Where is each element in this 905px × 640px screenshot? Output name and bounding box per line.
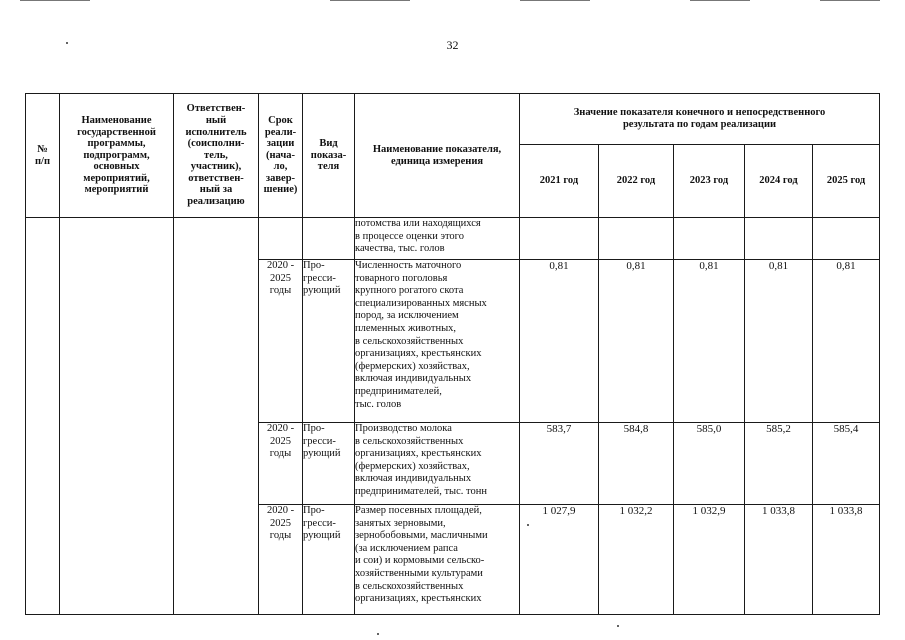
cell-type: Про- гресси- рующий xyxy=(303,505,355,615)
cell-indicator-name: потомства или находящихся в процессе оценки этого качества, тыс. голов xyxy=(355,218,520,260)
header-program: Наименование государственной программы, подпрограмм, основных мероприятий, мероприятий xyxy=(60,94,174,218)
cell-value: 0,81 xyxy=(520,260,599,423)
cell-value xyxy=(745,218,813,260)
header-year: 2025 год xyxy=(813,145,880,218)
cell-period xyxy=(259,218,303,260)
cell-period: 2020 - 2025 годы xyxy=(259,505,303,615)
header-executor: Ответствен- ный исполнитель (соисполни- тель, участник), ответствен- ный за реализацию xyxy=(174,94,259,218)
cell-indicator-name: Производство молока в сельскохозяйственных организациях, крестьянских (фермерских) хозяйствах, включая индивидуальных предпринимателей, тыс. тонн xyxy=(355,423,520,505)
cell-number xyxy=(26,218,60,615)
cell-value: 0,81 xyxy=(745,260,813,423)
cell-value: 1 027,9 xyxy=(520,505,599,615)
scan-speck xyxy=(377,633,379,635)
table-header xyxy=(26,94,880,218)
header-number: № п/п xyxy=(26,94,60,218)
header-indicator-type: Вид показа- теля xyxy=(303,94,355,218)
cell-indicator-name: Численность маточного товарного поголовья крупного рогатого скота специализированных мясных пород, за исключением племенных животных, в сельскохозяйственных организациях, крестьянских (фермерских) хозяйствах, включая индивидуальных предпринимателей, тыс. голов xyxy=(355,260,520,423)
cell-value: 1 033,8 xyxy=(745,505,813,615)
cell-executor xyxy=(174,218,259,615)
cell-value: 584,8 xyxy=(599,423,674,505)
cell-value: 0,81 xyxy=(599,260,674,423)
cell-value: 0,81 xyxy=(674,260,745,423)
cell-period: 2020 - 2025 годы xyxy=(259,260,303,423)
cell-value xyxy=(813,218,880,260)
cell-type: Про- гресси- рующий xyxy=(303,260,355,423)
cell-value xyxy=(674,218,745,260)
header-year: 2023 год xyxy=(674,145,745,218)
cell-value xyxy=(520,218,599,260)
cell-value xyxy=(599,218,674,260)
cell-value: 585,4 xyxy=(813,423,880,505)
cell-indicator-name: Размер посевных площадей, занятых зерновыми, зернобобовыми, масличными (за исключением рапса и сои) и кормовыми сельско- хозяйственными культурами в сельскохозяйственных организациях, крестьянских xyxy=(355,505,520,615)
table-body xyxy=(26,218,880,615)
header-year: 2024 год xyxy=(745,145,813,218)
scan-speck xyxy=(617,625,619,627)
cell-value: 1 032,2 xyxy=(599,505,674,615)
cell-value: 585,0 xyxy=(674,423,745,505)
cell-value: 0,81 xyxy=(813,260,880,423)
cell-period: 2020 - 2025 годы xyxy=(259,423,303,505)
cell-type: Про- гресси- рующий xyxy=(303,423,355,505)
indicator-table xyxy=(25,93,880,615)
header-period: Срок реали- зации (нача- ло, завер- шение) xyxy=(259,94,303,218)
cell-value: 585,2 xyxy=(745,423,813,505)
cell-value: 583,7 xyxy=(520,423,599,505)
cell-program xyxy=(60,218,174,615)
page-number: 32 xyxy=(446,38,459,52)
cell-value: 1 033,8 xyxy=(813,505,880,615)
header-year: 2022 год xyxy=(599,145,674,218)
header-values: Значение показателя конечного и непосредственного результата по годам реализации xyxy=(520,94,880,145)
table-row xyxy=(26,218,880,260)
cell-value: 1 032,9 xyxy=(674,505,745,615)
header-year: 2021 год xyxy=(520,145,599,218)
header-indicator-name: Наименование показателя, единица измерения xyxy=(355,94,520,218)
cell-type xyxy=(303,218,355,260)
